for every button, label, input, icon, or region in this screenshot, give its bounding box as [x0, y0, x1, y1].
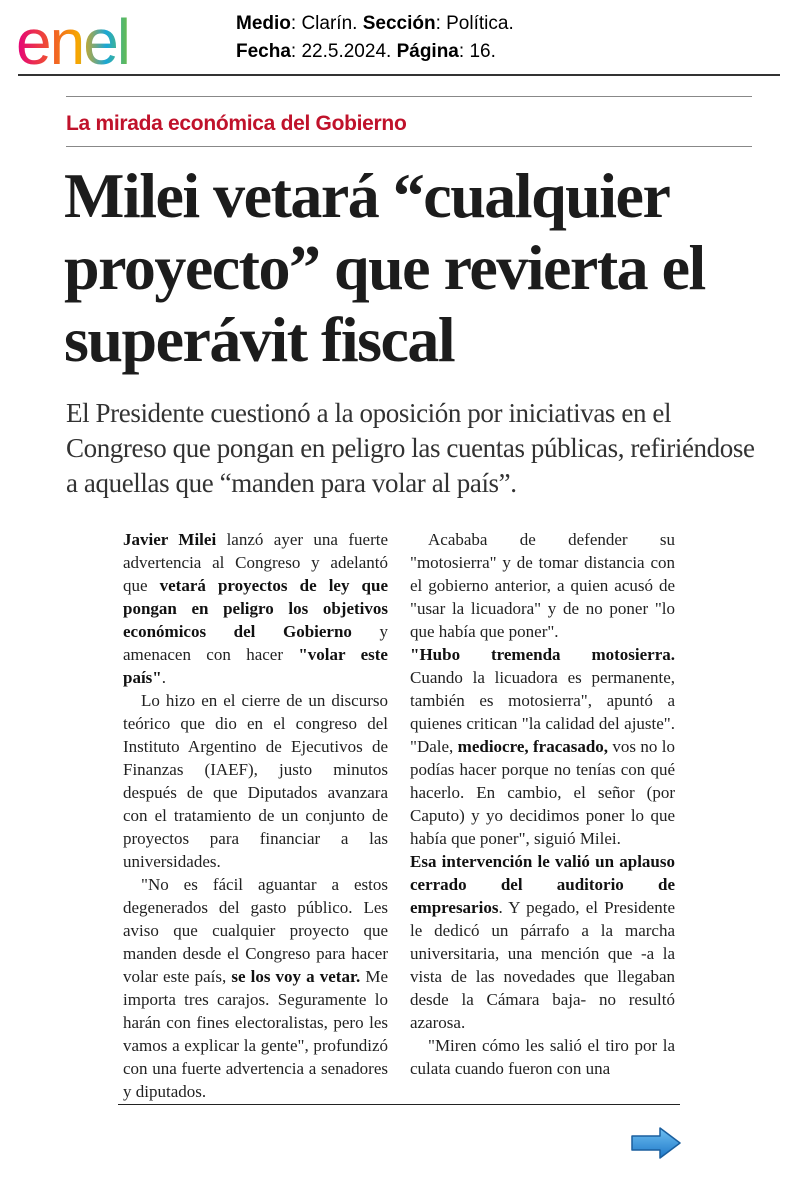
seccion-label: Sección	[362, 13, 436, 34]
article-headline: Milei vetará “cualquier proyecto” que revierta el superávit fiscal	[64, 160, 705, 375]
article-column-right	[410, 528, 675, 1080]
body-text: .	[161, 668, 166, 687]
article-deck: El Presidente cuestionó a la oposición por iniciativas en el Congreso que pongan en peligro las cuentas públicas, refiriéndose a aquellas que “manden para volar al país”.	[66, 398, 755, 498]
paragraph	[123, 873, 388, 1103]
enel-logo	[14, 4, 194, 74]
paragraph: "Miren cómo les salió el tiro por la culata cuando fueron con una	[410, 1036, 675, 1078]
clipping-metadata	[236, 10, 514, 66]
bold-text: vetará proyectos de ley que pongan en peligro los objetivos económicos del Gobierno	[123, 576, 389, 641]
body-text: "No es fácil aguantar a estos degenerados del gasto público. Les aviso que cualquier proyecto que manden desde el Congreso para hacer volar este país,	[123, 875, 388, 986]
metadata-line-2	[236, 38, 514, 66]
body-text: Cuando la licuadora es permanente, también es motosierra", apuntó a quienes critican "la calidad del ajuste". "Dale,	[410, 668, 675, 756]
svg-text:enel: enel	[16, 6, 129, 74]
bold-text: "Hubo tremenda motosierra.	[410, 645, 675, 664]
seccion-value: : Política.	[435, 13, 514, 34]
section-bottom-rule	[66, 146, 752, 147]
medio-label: Medio	[236, 13, 291, 34]
section-top-rule	[66, 96, 752, 97]
header-divider	[18, 74, 780, 76]
fecha-label: Fecha	[236, 41, 291, 62]
bold-text: mediocre, fracasado,	[457, 737, 609, 756]
bold-text: "volar este país"	[123, 645, 388, 687]
paragraph	[123, 528, 388, 689]
pagina-value: : 16.	[458, 41, 496, 62]
metadata-line-1	[236, 10, 514, 38]
body-text: vos no lo podías hacer porque no tenías con qué hacerlo. En cambio, el señor (por Caputo) y yo decidimos poner lo que había que poner", siguió Milei.	[410, 737, 675, 848]
body-text: Me importa tres carajos. Seguramente lo harán con fines electoralistas, pero les vamos a explicar la gente", profundizó con una fuerte advertencia a senadores y diputados.	[123, 967, 388, 1101]
article-column-left	[123, 528, 388, 1103]
bold-text: se los voy a vetar.	[231, 967, 361, 986]
arrow-right-icon[interactable]	[630, 1126, 682, 1160]
bold-text: Esa intervención le valió un aplauso cerrado del auditorio de empresarios	[410, 852, 675, 917]
paragraph: Lo hizo en el cierre de un discurso teórico que dio en el congreso del Instituto Argentino de Ejecutivos de Finanzas (IAEF), justo minutos después de que Diputados avanzara con el tratamiento de un conjunto de proyectos para financiar a las universidades.	[123, 691, 388, 871]
section-kicker: La mirada económica del Gobierno	[66, 112, 407, 135]
body-text: lanzó ayer una fuerte advertencia al Congreso y adelantó que	[123, 530, 388, 595]
medio-value: : Clarín.	[290, 13, 363, 34]
body-text: y amenacen con hacer	[123, 622, 388, 664]
article-bottom-rule	[118, 1104, 680, 1105]
paragraph	[410, 850, 675, 1034]
pagina-label: Página	[396, 41, 459, 62]
paragraph	[410, 643, 675, 850]
bold-text: Javier Milei	[123, 530, 217, 549]
fecha-value: : 22.5.2024.	[290, 41, 397, 62]
body-text: . Y pegado, el Presidente le dedicó un párrafo a la marcha universitaria, una mención que -a la vista de las novedades que llegaban desde la Cámara baja- no resultó azarosa.	[410, 898, 675, 1032]
paragraph: Acababa de defender su "motosierra" y de tomar distancia con el gobierno anterior, a quien acusó de "usar la licuadora" y de no poner "lo que había que poner".	[410, 530, 675, 641]
